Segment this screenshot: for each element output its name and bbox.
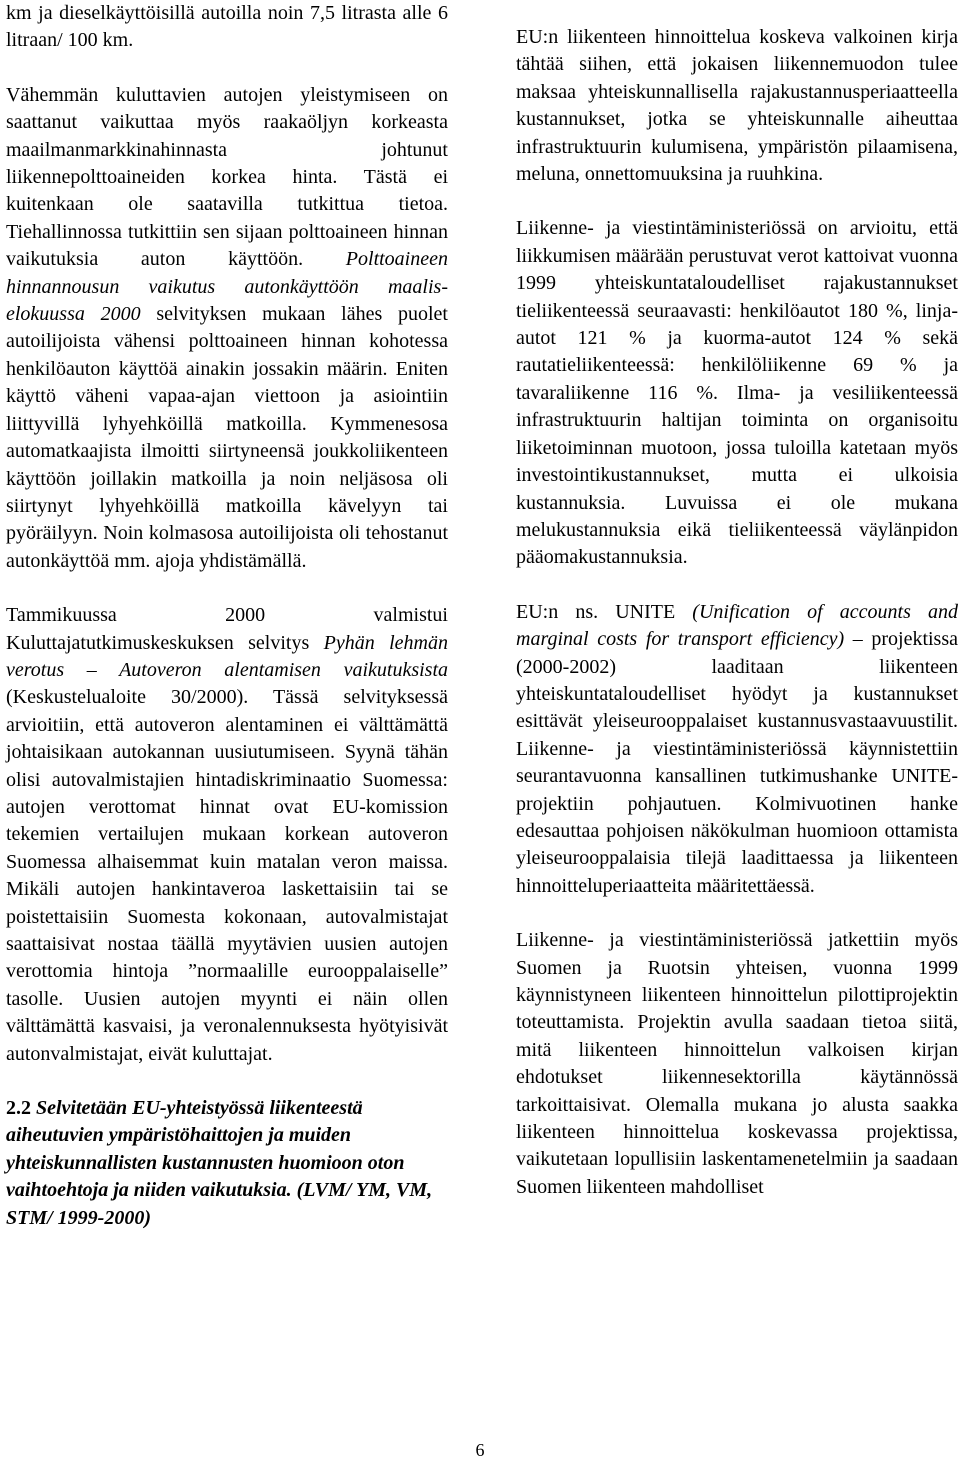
paragraph-text: Liikenne- ja viestintäministeriössä jatkettiin myös Suomen ja Ruotsin yhteisen, vuonna 1999 käynnistyneen liikenteen hinnoittelun pilottiprojektin toteuttamista. Projektin avulla saadaan tietoa siitä, mitä liikenteen hinnoittelun valkoisen kirjan ehdotukset liikennesektorilla käytännössä tarkoittaisivat. Olemalla mukana jo alusta saakka liikenteen hinnoittelua koskevassa projektissa, vaikutetaan lopullisiin laskentamenetelmiin ja saadaan Suomen liikenteen mahdolliset: [516, 929, 958, 1198]
study-title-italic: Polttoaineen hinnannousun vaikutus autonkäyttöön maalis-elokuussa 2000: [6, 248, 448, 326]
left-column: [6, 0, 448, 1259]
paragraph-text: Liikenne- ja viestintäministeriössä on arvioitu, että liikkumisen määrään perustuvat verot kattoivat vuonna 1999 yhteiskuntataloudelliset rajakustannukset tieliikenteessä seuraavasti: henkilöautot 180 %, linja-autot 121 % ja kuorma-autot 124 % sekä rautatieliikenteessä: henkilöliikenne 69 % ja tavaraliikenne 116 %. Ilma- ja vesiliikenteessä infrastruktuurin haltijan toiminta on organisoitu liiketoiminnan muotoon, jossa tuloilla katetaan myös investointikustannukset, mutta ei ulkoisia kustannuksia. Luvuissa ei ole mukana melukustannuksia eikä tieliikenteessä väylänpidon pääomakustannuksia.: [516, 217, 958, 569]
paragraph-car-tax-study: [6, 602, 448, 1068]
paragraph-unite-project: [516, 599, 958, 900]
paragraph-text: projektissa (2000-2002) laaditaan liikenteen yhteiskuntataloudelliset hyödyt ja kustannukset esittävät yleiseurooppalaiset kustannusvastaavuustilit. Liikenne- ja viestintäministeriössä käynnistettiin seurantavuonna kansallinen tutkimushanke UNITE-projektiin pohjautuen. Kolmivuotinen hanke edesauttaa pohjoisen näkökulman huomioon ottamista yleiseurooppalaisia tilejä laadittaessa ja liikenteen hinnoitteluperiaatteita määritettäessä.: [516, 628, 958, 897]
paragraph-text: Tammikuussa 2000 valmistui Kuluttajatutkimuskeskuksen selvitys: [6, 604, 448, 654]
paragraph-text: Vähemmän kuluttavien autojen yleistymiseen on saattanut vaikuttaa myös raakaöljyn korkeasta maailmanmarkkinahinnasta johtunut liikennepolttoaineiden korkea hinta. Tästä ei kuitenkaan ole saatavilla tutkittua tietoa. Tiehallinnossa tutkittiin sen sijaan polttoaineen hinnan vaikutuksia auton käyttöön.: [6, 83, 448, 271]
paragraph-text: EU:n liikenteen hinnoittelua koskeva valkoinen kirja tähtää siihen, että jokaisen liikennemuodon tulee maksaa yhteiskunnallisella rajakustannusperiaatteella kustannukset, jotka se yhteiskunnalle aiheuttaa infrastruktuurin kulumisena, ympäristön pilaamisena, meluna, onnettomuuksina ja ruuhkina.: [516, 26, 958, 186]
page-number: 6: [475, 1440, 485, 1460]
section-heading: [6, 1095, 448, 1232]
right-column: [516, 24, 958, 1228]
paragraph-text: EU:n ns. UNITE: [516, 600, 693, 623]
paragraph-marginal-costs: [516, 215, 958, 571]
paragraph-text: km ja dieselkäyttöisillä autoilla noin 7,5 litrasta alle 6 litraan/ 100 km.: [6, 2, 448, 52]
paragraph-text: (Keskustelualoite 30/2000). Tässä selvityksessä arvioitiin, että autoveron alentaminen ei välttämättä johtaisikaan autokannan uusiutumiseen. Syynä tähän olisi autovalmistajien hintadiskriminaatio Suomessa: autojen verottomat hinnat ovat EU-komission tekemien vertailujen mukaan korkean autoveron Suomessa alhaisemmat kuin matalan veron maissa. Mikäli autojen hankintaveroa laskettaisiin tai se poistettaisiin Suomesta kokonaan, autovalmistajat saattaisivat nostaa täällä myytävien uusien autojen verottomia hintoja ”normaalille eurooppalaiselle” tasolle. Uusien autojen myynti ei näin ollen välttämättä kasvaisi, ja veronalennuksesta hyötyisivät autonvalmistajat, eivät kuluttajat.: [6, 686, 448, 1065]
project-name-italic: (Unification of accounts and marginal costs for transport efficiency) –: [516, 600, 958, 651]
paragraph-fuel-consumption: [6, 0, 448, 55]
section-number: 2.2: [6, 1097, 31, 1120]
paragraph-fuel-price: [6, 82, 448, 575]
section-title: Selvitetään EU-yhteistyössä liikenteestä aiheutuvien ympäristöhaittojen ja muiden yhteiskunnallisten kustannusten huomioon oton vaihtoehtoja ja niiden vaikutuksia. (LVM/ YM, VM, STM/ 1999-2000): [6, 1097, 433, 1229]
paragraph-pilot-project: [516, 927, 958, 1201]
paragraph-white-paper: [516, 24, 958, 188]
study-title-italic: Pyhän lehmän verotus – Autoveron alentamisen vaikutuksista: [6, 631, 448, 681]
paragraph-text: selvityksen mukaan lähes puolet autoilijoista vähensi polttoaineen hinnan kohotessa henkilöauton käyttöä ainakin jossakin määrin. Eniten käyttö väheni vapaa-ajan viettoon ja asiointiin liittyvillä lyhyehköillä matkoilla. Kymmenesosa automatkaajista ilmoitti siirtyneensä joukkoliikenteen käyttöön joillakin matkoilla ja noin neljäsosa oli siirtynyt lyhyehköillä matkoilla kävelyyn tai pyöräilyyn. Noin kolmasosa autoilijoista oli tehostanut autonkäyttöä mm. ajoja yhdistämällä.: [6, 303, 448, 572]
